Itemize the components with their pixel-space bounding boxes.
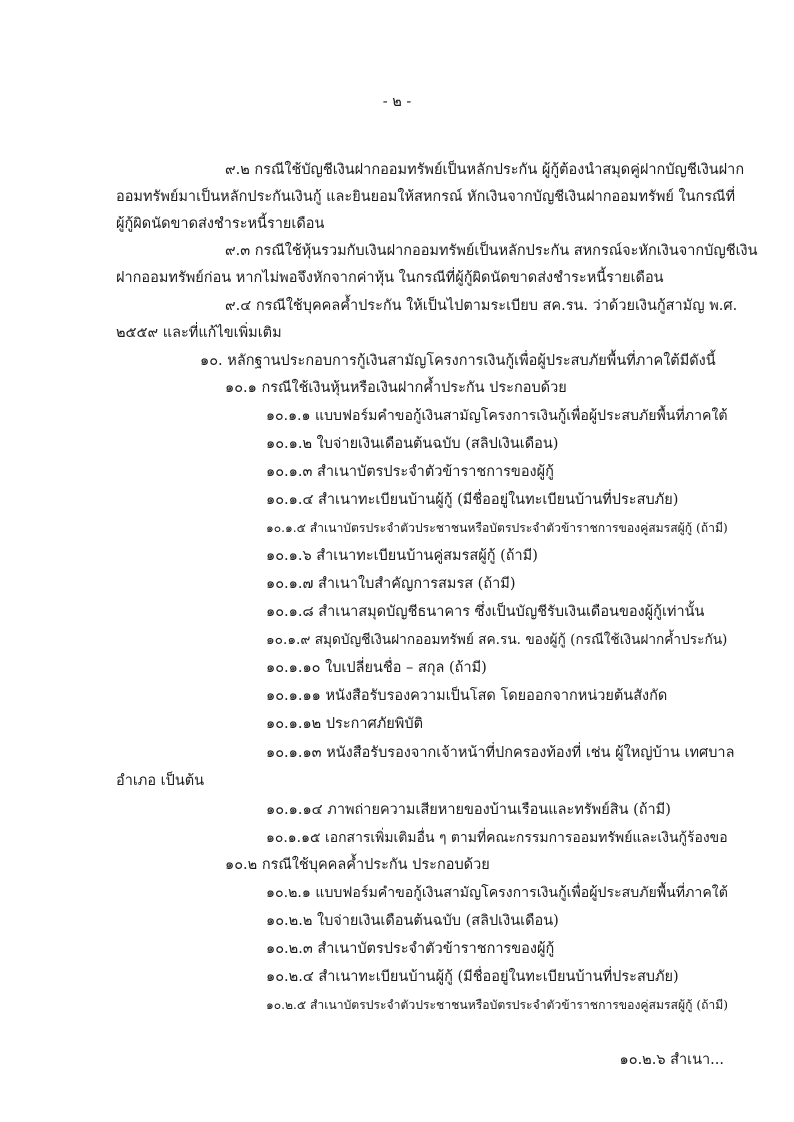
page-number: - ๒ - [382,94,412,110]
list-item-10-1-12: ๑๐.๑.๑๒ ประกาศภัยพิบัติ [266,716,423,732]
list-item-10-1-3: ๑๐.๑.๓ สำเนาบัตรประจำตัวข้าราชการของผู้กู้ [266,464,554,480]
list-item-10-2-5: ๑๐.๒.๕ สำเนาบัตรประจำตัวประชาชนหรือบัตรประจำตัวข้าราชการของคู่สมรสผู้กู้ (ถ้ามี) [266,998,729,1012]
list-item-10-1-15: ๑๐.๑.๑๕ เอกสารเพิ่มเติมอื่น ๆ ตามที่คณะกรรมการออมทรัพย์และเงินกู้ร้องขอ [266,830,728,846]
list-item-10-1-13: ๑๐.๑.๑๓ หนังสือรับรองจากเจ้าหน้าที่ปกครองท้องที่ เช่น ผู้ใหญ่บ้าน เทศบาล [266,745,735,761]
section-10-1-title: ๑๐.๑ กรณีใช้เงินหุ้นหรือเงินฝากค้ำประกัน ประกอบด้วย [225,380,567,396]
list-item-10-2-4: ๑๐.๒.๔ สำเนาทะเบียนบ้านผู้กู้ (มีชื่ออยู่ในทะเบียนบ้านที่ประสบภัย) [266,969,679,985]
clause-9-2-line-3: ผู้กู้ผิดนัดขาดส่งชำระหนี้รายเดือน [116,216,325,232]
list-item-10-1-13-continued: อำเภอ เป็นต้น [116,773,205,789]
list-item-10-2-1: ๑๐.๒.๑ แบบฟอร์มคำขอกู้เงินสามัญโครงการเงินกู้เพื่อผู้ประสบภัยพื้นที่ภาคใต้ [266,885,728,901]
clause-9-2-line-2: ออมทรัพย์มาเป็นหลักประกันเงินกู้ และยินยอมให้สหกรณ์ หักเงินจากบัญชีเงินฝากออมทรัพย์ ในกรณีที่ [116,189,736,205]
clause-9-3-line-1: ๙.๓ กรณีใช้หุ้นรวมกับเงินฝากออมทรัพย์เป็นหลักประกัน สหกรณ์จะหักเงินจากบัญชีเงิน [225,243,758,259]
clause-9-3-line-2: ฝากออมทรัพย์ก่อน หากไม่พอจึงหักจากค่าหุ้น ในกรณีที่ผู้กู้ผิดนัดขาดส่งชำระหนี้รายเดือน [116,270,664,286]
list-item-10-1-4: ๑๐.๑.๔ สำเนาทะเบียนบ้านผู้กู้ (มีชื่ออยู่ในทะเบียนบ้านที่ประสบภัย) [266,492,679,508]
list-item-10-1-8: ๑๐.๑.๘ สำเนาสมุดบัญชีธนาคาร ซึ่งเป็นบัญชีรับเงินเดือนของผู้กู้เท่านั้น [266,604,705,620]
clause-9-4-line-1: ๙.๔ กรณีใช้บุคคลค้ำประกัน ให้เป็นไปตามระเบียบ สค.รน. ว่าด้วยเงินกู้สามัญ พ.ศ. [225,298,738,314]
list-item-10-1-5: ๑๐.๑.๕ สำเนาบัตรประจำตัวประชาชนหรือบัตรประจำตัวข้าราชการของคู่สมรสผู้กู้ (ถ้ามี) [266,521,728,535]
list-item-10-1-11: ๑๐.๑.๑๑ หนังสือรับรองความเป็นโสด โดยออกจากหน่วยต้นสังกัด [266,688,668,704]
clause-9-4-line-2: ๒๕๕๙ และที่แก้ไขเพิ่มเติม [116,325,282,341]
list-item-10-1-7: ๑๐.๑.๗ สำเนาใบสำคัญการสมรส (ถ้ามี) [266,576,516,592]
list-item-10-1-10: ๑๐.๑.๑๐ ใบเปลี่ยนชื่อ – สกุล (ถ้ามี) [266,660,487,676]
clause-9-2-line-1: ๙.๒ กรณีใช้บัญชีเงินฝากออมทรัพย์เป็นหลักประกัน ผู้กู้ต้องนำสมุดคู่ฝากบัญชีเงินฝาก [225,162,745,178]
list-item-10-1-2: ๑๐.๑.๒ ใบจ่ายเงินเดือนต้นฉบับ (สลิปเงินเดือน) [266,436,559,452]
page-continuation: ๑๐.๒.๖ สำเนา... [619,1052,724,1068]
list-item-10-1-1: ๑๐.๑.๑ แบบฟอร์มคำขอกู้เงินสามัญโครงการเงินกู้เพื่อผู้ประสบภัยพื้นที่ภาคใต้ [266,408,728,424]
list-item-10-1-6: ๑๐.๑.๖ สำเนาทะเบียนบ้านคู่สมรสผู้กู้ (ถ้ามี) [266,548,538,564]
section-10-title: ๑๐. หลักฐานประกอบการกู้เงินสามัญโครงการเงินกู้เพื่อผู้ประสบภัยพื้นที่ภาคใต้มีดังนี้ [200,353,716,369]
list-item-10-2-2: ๑๐.๒.๒ ใบจ่ายเงินเดือนต้นฉบับ (สลิปเงินเดือน) [266,913,559,929]
list-item-10-1-14: ๑๐.๑.๑๔ ภาพถ่ายความเสียหายของบ้านเรือนและทรัพย์สิน (ถ้ามี) [266,802,671,818]
section-10-2-title: ๑๐.๒ กรณีใช้บุคคลค้ำประกัน ประกอบด้วย [225,857,490,873]
list-item-10-2-3: ๑๐.๒.๓ สำเนาบัตรประจำตัวข้าราชการของผู้กู้ [266,941,555,957]
list-item-10-1-9: ๑๐.๑.๙ สมุดบัญชีเงินฝากออมทรัพย์ สค.รน. ของผู้กู้ (กรณีใช้เงินฝากค้ำประกัน) [266,632,728,648]
